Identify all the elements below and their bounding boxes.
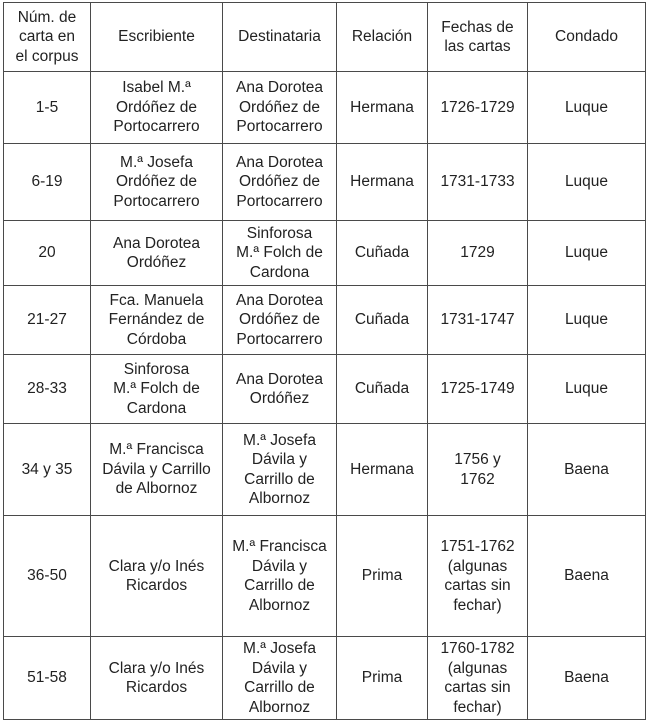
table-row [4,221,646,286]
header-writer: Escribiente [91,3,223,72]
cell-relation: Hermana [337,72,428,144]
cell-writer: Fca. Manuela Fernández de Córdoba [91,286,223,355]
table-row [4,424,646,516]
cell-letter-number: 51-58 [4,637,91,720]
cell-recipient: Ana Dorotea Ordóñez de Portocarrero [223,144,337,221]
cell-recipient: M.ª Francisca Dávila y Carrillo de Albornoz [223,516,337,637]
cell-letter-dates: 1731-1733 [428,144,528,221]
cell-writer: Clara y/o Inés Ricardos [91,516,223,637]
header-row [4,3,646,72]
cell-letter-dates: 1729 [428,221,528,286]
header-county: Condado [528,3,646,72]
cell-writer: Ana Dorotea Ordóñez [91,221,223,286]
table-row [4,72,646,144]
cell-letter-dates: 1760-1782 (algunas cartas sin fechar) [428,637,528,720]
cell-letter-number: 21-27 [4,286,91,355]
cell-writer: M.ª Francisca Dávila y Carrillo de Albornoz [91,424,223,516]
cell-county: Luque [528,72,646,144]
cell-county: Luque [528,221,646,286]
cell-writer: Sinforosa M.ª Folch de Cardona [91,355,223,424]
cell-writer: M.ª Josefa Ordóñez de Portocarrero [91,144,223,221]
cell-recipient: Ana Dorotea Ordóñez de Portocarrero [223,72,337,144]
cell-recipient: M.ª Josefa Dávila y Carrillo de Albornoz [223,637,337,720]
cell-letter-number: 6-19 [4,144,91,221]
cell-letter-dates: 1726-1729 [428,72,528,144]
cell-county: Luque [528,144,646,221]
cell-recipient: M.ª Josefa Dávila y Carrillo de Albornoz [223,424,337,516]
cell-relation: Prima [337,516,428,637]
cell-recipient: Sinforosa M.ª Folch de Cardona [223,221,337,286]
cell-letter-dates: 1725-1749 [428,355,528,424]
cell-county: Luque [528,286,646,355]
cell-relation: Hermana [337,424,428,516]
cell-letter-number: 34 y 35 [4,424,91,516]
cell-county: Luque [528,355,646,424]
corpus-letters-table [3,2,646,720]
header-letter-dates: Fechas de las cartas [428,3,528,72]
cell-letter-dates: 1756 y 1762 [428,424,528,516]
cell-county: Baena [528,516,646,637]
cell-letter-number: 1-5 [4,72,91,144]
cell-recipient: Ana Dorotea Ordóñez de Portocarrero [223,286,337,355]
cell-relation: Cuñada [337,221,428,286]
table-row [4,516,646,637]
cell-recipient: Ana Dorotea Ordóñez [223,355,337,424]
cell-writer: Clara y/o Inés Ricardos [91,637,223,720]
cell-letter-dates: 1731-1747 [428,286,528,355]
header-letter-number: Núm. de carta en el corpus [4,3,91,72]
cell-relation: Cuñada [337,286,428,355]
table-row [4,144,646,221]
cell-letter-number: 20 [4,221,91,286]
cell-writer: Isabel M.ª Ordóñez de Portocarrero [91,72,223,144]
table-row [4,286,646,355]
cell-relation: Prima [337,637,428,720]
table-row [4,637,646,720]
cell-county: Baena [528,637,646,720]
cell-letter-dates: 1751-1762 (algunas cartas sin fechar) [428,516,528,637]
cell-relation: Cuñada [337,355,428,424]
header-relation: Relación [337,3,428,72]
cell-letter-number: 28-33 [4,355,91,424]
header-recipient: Destinataria [223,3,337,72]
cell-letter-number: 36-50 [4,516,91,637]
cell-county: Baena [528,424,646,516]
cell-relation: Hermana [337,144,428,221]
table-row [4,355,646,424]
